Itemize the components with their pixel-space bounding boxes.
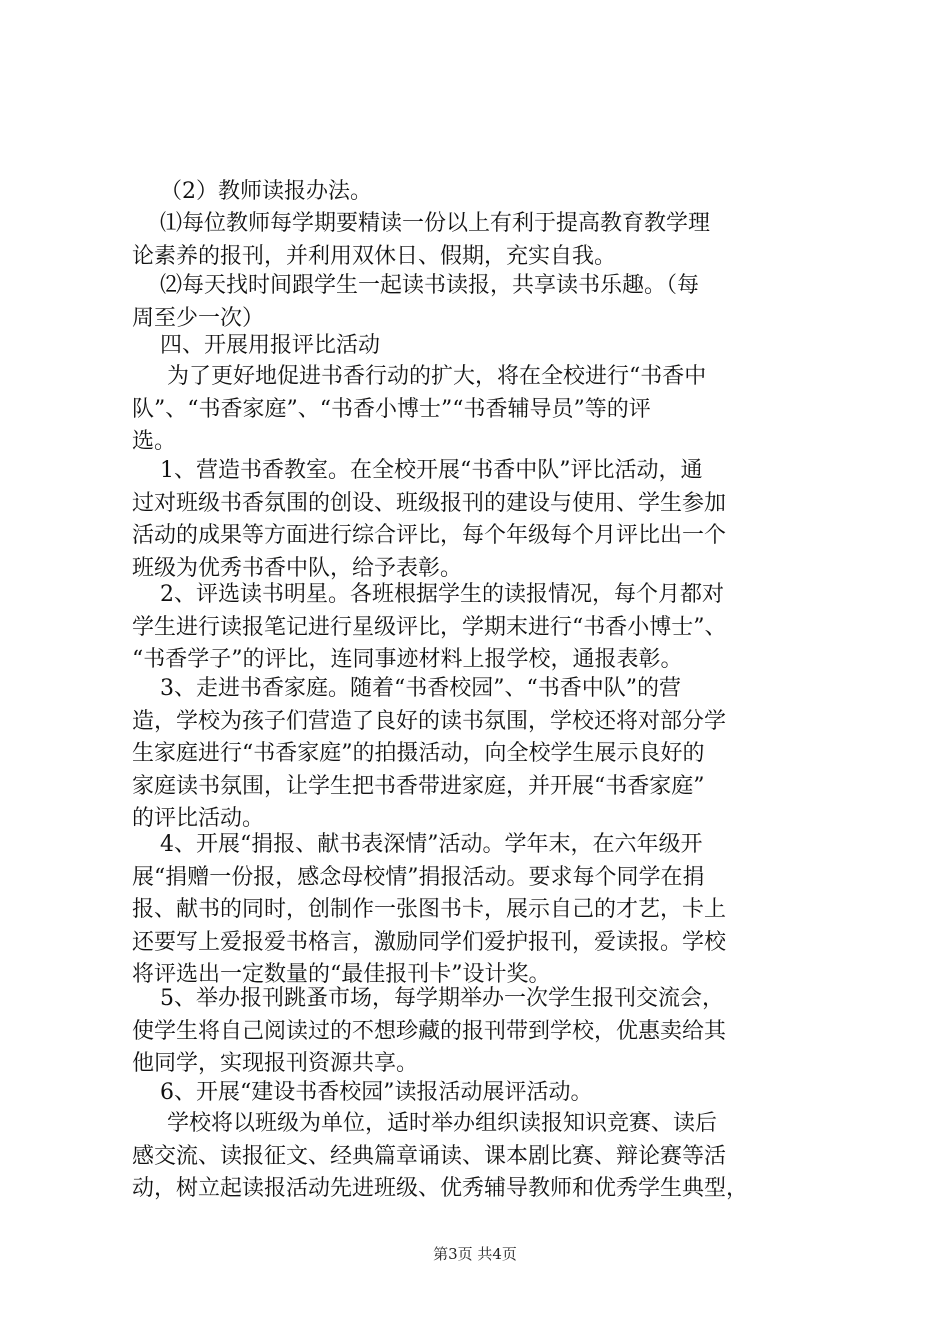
item-6: 6、开展“建设书香校园”读报活动展评活动。 (132, 1080, 593, 1105)
section-4-heading: 四、开展用报评比活动 (132, 333, 380, 358)
teacher-method-heading: （2）教师读报办法。 (132, 179, 372, 204)
item-6-body: 学校将以班级为单位，适时举办组织读报知识竞赛、读后 感交流、读报征文、经典篇章诵读、课本剧比赛、辩论赛等活 动，树立起读报活动先进班级、优秀辅导教师和优秀学生典型， (132, 1111, 749, 1202)
item-1: 1、营造书香教室。在全校开展“书香中队”评比活动，通 过对班级书香氛围的创设、班级报刊的建设与使用、学生参加 活动的成果等方面进行综合评比，每个年级每个月评比出一个 班级为优秀书香中队，给予表彰。 (132, 458, 727, 581)
teacher-item-1: ⑴每位教师每学期要精读一份以上有利于提高教育教学理 论素养的报刊，并利用双休日、假期，充实自我。 (132, 211, 710, 269)
teacher-item-2: ⑵每天找时间跟学生一起读书读报，共享读书乐趣。（每 周至少一次） (132, 273, 699, 331)
item-3: 3、走进书香家庭。随着“书香校园”、“书香中队”的营 造，学校为孩子们营造了良好的读书氛围，学校还将对部分学 生家庭进行“书香家庭”的拍摄活动，向全校学生展示良好的 家庭读书氛围，让学生把书香带进家庭，并开展“书香家庭” 的评比活动。 (132, 676, 727, 832)
page-footer: 第3页 共4页 (433, 1245, 517, 1263)
item-2: 2、评选读书明星。各班根据学生的读报情况，每个月都对 学生进行读报笔记进行星级评比，学期末进行“书香小博士”、 “书香学子”的评比，连同事迹材料上报学校，通报表彰。 (132, 582, 727, 673)
item-4: 4、开展“捐报、献书表深情”活动。学年末，在六年级开 展“捐赠一份报，感念母校情”捐报活动。要求每个同学在捐 报、献书的同时，创制作一张图书卡，展示自己的才艺，卡上 还要写上爱报爱书格言，激励同学们爱护报刊，爱读报。学校 将评选出一定数量的“最佳报刊卡”设计奖。 (132, 832, 727, 988)
section-4-intro: 为了更好地促进书香行动的扩大，将在全校进行“书香中 队”、“书香家庭”、“书香小博士”“书香辅导员”等的评 选。 (132, 364, 707, 455)
item-5: 5、举办报刊跳蚤市场，每学期举办一次学生报刊交流会， 使学生将自己阅读过的不想珍藏的报刊带到学校，优惠卖给其 他同学，实现报刊资源共享。 (132, 986, 727, 1077)
